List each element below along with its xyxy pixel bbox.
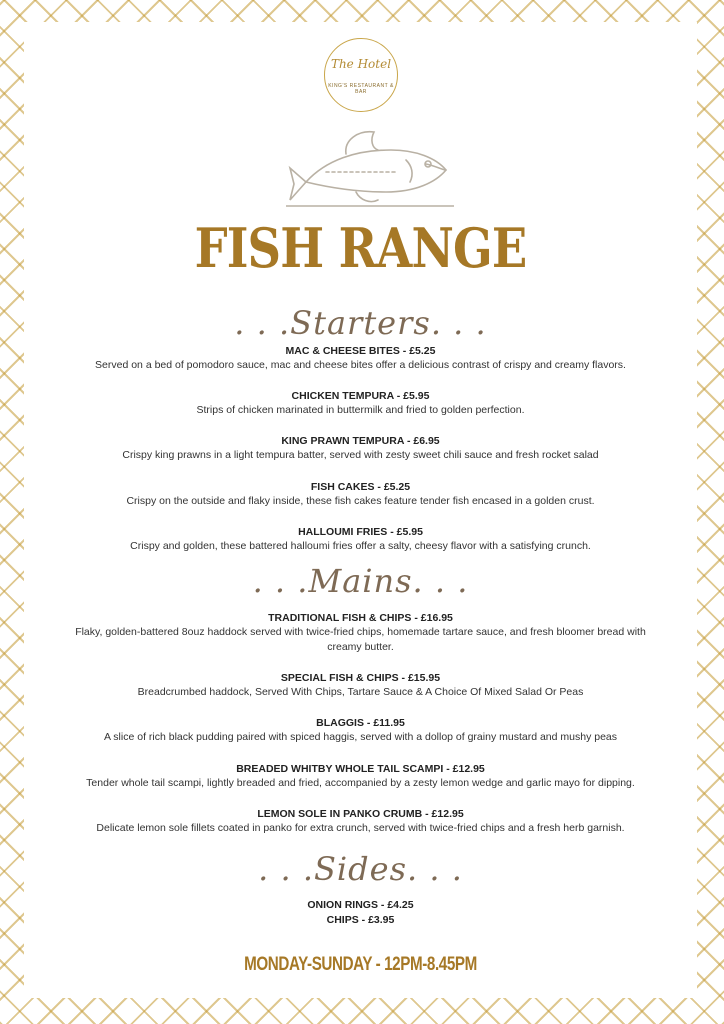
item-name: CHICKEN TEMPURA xyxy=(291,390,394,402)
item-name: LEMON SOLE IN PANKO CRUMB xyxy=(257,808,423,820)
item-description: Crispy and golden, these battered halloumi fries offer a salty, cheesy flavor with a satisfying crunch. xyxy=(130,540,591,552)
side-item: CHIPS - £3.95 xyxy=(326,914,395,926)
logo-script-text: The Hotel xyxy=(330,57,392,71)
menu-item: BLAGGIS - £11.95 A slice of rich black pudding paired with spiced haggis, served with a dollop of grainy mustard and mushy peas xyxy=(24,716,697,745)
sides-heading: . . .Sides. . . xyxy=(258,850,463,888)
mains-heading: . . .Mains. . . xyxy=(252,562,469,600)
item-price: £12.95 xyxy=(431,808,464,820)
item-description: A slice of rich black pudding paired with spiced haggis, served with a dollop of grainy mustard and mushy peas xyxy=(103,731,618,743)
item-price: £5.25 xyxy=(409,345,436,357)
item-description: Delicate lemon sole fillets coated in panko for extra crunch, served with twice-fried chips and a fresh herb garnish. xyxy=(96,822,625,834)
side-item: ONION RINGS - £4.25 xyxy=(307,899,414,911)
starters-heading: . . .Starters. . . xyxy=(234,304,487,342)
item-price: £11.95 xyxy=(373,717,405,729)
item-name: KING PRAWN TEMPURA xyxy=(281,435,405,447)
item-price: £3.95 xyxy=(368,914,395,926)
opening-hours: MONDAY-SUNDAY - 12PM-8.45PM xyxy=(244,954,477,975)
item-name: MAC & CHEESE BITES xyxy=(285,345,400,357)
item-name: SPECIAL FISH & CHIPS xyxy=(280,672,399,684)
item-description: Crispy on the outside and flaky inside, these fish cakes feature tender fish encased in a golden crust. xyxy=(126,495,595,507)
item-name: TRADITIONAL FISH & CHIPS xyxy=(268,612,412,624)
menu-card xyxy=(24,22,697,998)
item-name: CHIPS xyxy=(326,914,359,926)
item-description: Crispy king prawns in a light tempura batter, served with zesty sweet chili sauce and fresh rocket salad xyxy=(122,449,599,461)
item-price: £15.95 xyxy=(407,672,441,684)
menu-item: MAC & CHEESE BITES - £5.25 Served on a bed of pomodoro sauce, mac and cheese bites offer a delicious contrast of crispy and creamy flavors. xyxy=(24,344,697,373)
item-price: £6.95 xyxy=(413,435,440,447)
hotel-logo-icon xyxy=(324,38,398,112)
item-price: £16.95 xyxy=(420,612,453,624)
item-name: BREADED WHITBY WHOLE TAIL SCAMPI xyxy=(236,763,444,775)
item-price: £4.25 xyxy=(387,899,414,911)
item-description: Strips of chicken marinated in buttermilk and fried to golden perfection. xyxy=(196,404,525,416)
item-price: £5.95 xyxy=(403,390,430,402)
menu-item: FISH CAKES - £5.25 Crispy on the outside and flaky inside, these fish cakes feature tender fish encased in a golden crust. xyxy=(24,480,697,509)
item-price: £12.95 xyxy=(452,763,485,775)
logo-tagline: KING'S RESTAURANT & BAR xyxy=(328,83,394,95)
item-price: £5.25 xyxy=(383,481,411,493)
item-description: Breadcrumbed haddock, Served With Chips, Tartare Sauce & A Choice Of Mixed Salad Or Peas xyxy=(137,686,584,698)
item-description: Served on a bed of pomodoro sauce, mac and cheese bites offer a delicious contrast of crispy and creamy flavors. xyxy=(95,359,626,371)
menu-item: SPECIAL FISH & CHIPS - £15.95 Breadcrumbed haddock, Served With Chips, Tartare Sauce & A Choice Of Mixed Salad Or Peas xyxy=(24,671,697,700)
item-description: Tender whole tail scampi, lightly breaded and fried, accompanied by a zesty lemon wedge and garlic mayo for dipping. xyxy=(86,777,635,789)
item-name: FISH CAKES xyxy=(310,481,375,493)
item-name: BLAGGIS xyxy=(316,717,364,729)
item-description: Flaky, golden-battered 8ouz haddock served with twice-fried chips, homemade tartare sauce, and fresh bloomer bread with creamy butter. xyxy=(75,626,646,653)
menu-item: TRADITIONAL FISH & CHIPS - £16.95 Flaky, golden-battered 8ouz haddock served with twice-fried chips, homemade tartare sauce, and fresh bloomer bread with creamy butter. xyxy=(24,611,697,655)
menu-item: CHICKEN TEMPURA - £5.95 Strips of chicken marinated in buttermilk and fried to golden perfection. xyxy=(24,389,697,418)
item-name: ONION RINGS xyxy=(307,899,378,911)
menu-item: HALLOUMI FRIES - £5.95 Crispy and golden, these battered halloumi fries offer a salty, cheesy flavor with a satisfying crunch. xyxy=(24,525,697,554)
menu-item: BREADED WHITBY WHOLE TAIL SCAMPI - £12.95 Tender whole tail scampi, lightly breaded and fried, accompanied by a zesty lemon wedge and garlic mayo for dipping. xyxy=(24,762,697,791)
fish-illustration-icon xyxy=(286,120,454,210)
item-name: HALLOUMI FRIES xyxy=(298,526,388,538)
menu-item: KING PRAWN TEMPURA - £6.95 Crispy king prawns in a light tempura batter, served with zesty sweet chili sauce and fresh rocket salad xyxy=(24,434,697,463)
menu-item: LEMON SOLE IN PANKO CRUMB - £12.95 Delicate lemon sole fillets coated in panko for extra crunch, served with twice-fried chips and a fresh herb garnish. xyxy=(24,807,697,836)
page-title: FISH RANGE xyxy=(194,216,527,280)
item-price: £5.95 xyxy=(396,526,423,538)
